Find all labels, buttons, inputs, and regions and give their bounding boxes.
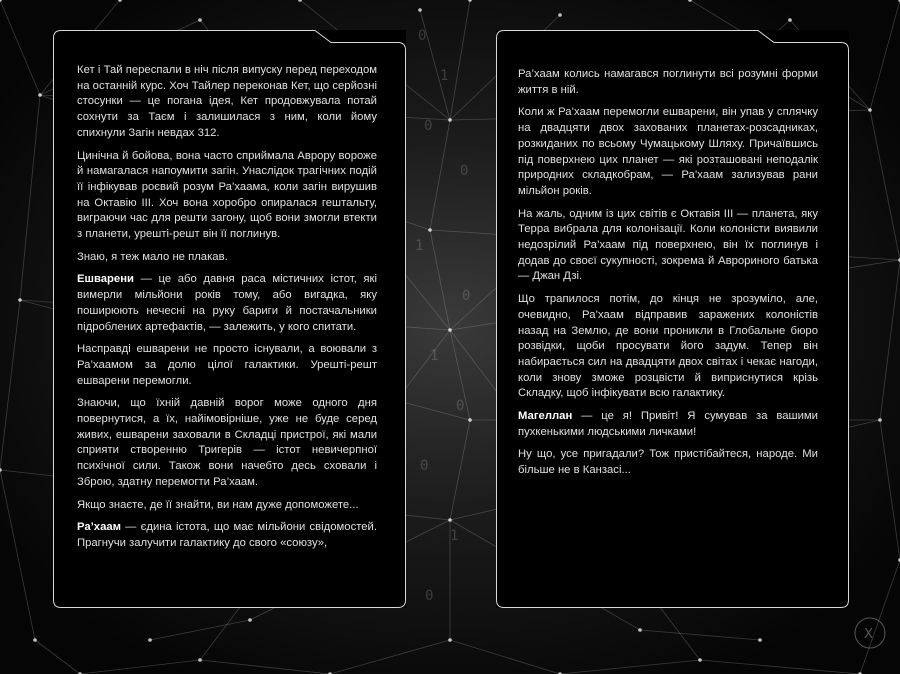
svg-text:X: X xyxy=(864,627,873,642)
binary-digit-decoration: 0 xyxy=(425,588,434,604)
binary-digit-decoration: 0 xyxy=(420,458,429,474)
network-node xyxy=(33,638,37,642)
binary-digit-decoration: 0 xyxy=(456,398,465,414)
network-node xyxy=(698,658,702,662)
paragraph: Знаю, я теж мало не плакав. xyxy=(77,250,228,263)
network-node xyxy=(878,418,882,422)
network-node xyxy=(638,628,642,632)
network-node xyxy=(248,618,252,622)
network-node xyxy=(38,93,42,97)
binary-digit-decoration: 1 xyxy=(450,528,459,544)
paragraph: Якщо знаєте, де її знайти, ви нам дуже допоможете... xyxy=(77,498,359,511)
network-node xyxy=(758,638,762,642)
left-info-panel xyxy=(53,30,406,608)
network-node xyxy=(18,298,22,302)
glossary-term: Ра’хаам xyxy=(77,521,122,534)
network-node xyxy=(448,638,452,642)
binary-digit-decoration: 1 xyxy=(440,68,449,84)
paragraph: На жаль, одним із цих світів є Октавія III — планета, яку Терра вибрала для колонізації. Коли колоністи виявили недозрілий Ра’хаам під поверхнею, він їх поглинув і додав до своєї сукупності, зокрема й Аврориного батька — Джан Дзі. xyxy=(518,207,818,283)
network-node xyxy=(418,8,422,12)
glossary-term: Магеллан xyxy=(518,410,573,423)
network-node xyxy=(148,638,152,642)
glossary-entry-eshvareny: Ешварени — це або давня раса містичних істот, які вимерли мільйони років тому, або вигадка, яку поширюють нечесні на руку бариги й постачальники підроблених артефактів, — залежить, у кого спитати. xyxy=(77,273,377,333)
paragraph: Коли ж Ра’хаам перемогли ешварени, він упав у сплячку на двадцяти двох захованих планетах-розсадниках, розкиданих по всьому Чумацькому Шляху. Причаївшись під поверхнею цих планет — які розташовані неподалік природних складкобрам, — Ра’хаам зализував рани мільйон років. xyxy=(518,106,818,197)
binary-digit-decoration: 0 xyxy=(418,28,427,44)
binary-digit-decoration: 0 xyxy=(460,163,469,179)
network-node xyxy=(448,518,452,522)
binary-digit-decoration: 1 xyxy=(415,238,424,254)
paragraph: Ну що, усе пригадали? Тож пристібайтеся, народе. Ми більше не в Канзасі... xyxy=(518,448,818,477)
paragraph: Що трапилося потім, до кінця не зрозуміло, але, очевидно, Ра’хаам відправив заражених колоністів назад на Землю, де вони проникли в Глобальне бюро розвідки, щоби просувати його задум. Тепер він набирається сил на двадцяти двох світах і чекає нагоди, коли знову зможе розцвісти й виприснутися крізь Складку, щоб інфікувати всю галактику. xyxy=(518,293,818,400)
network-node xyxy=(868,108,872,112)
paragraph: Насправді ешварени не просто існували, а воювали з Ра’хаамом за долю цілої галактики. Урешті-решт ешварени перемогли. xyxy=(77,343,377,387)
network-node xyxy=(428,228,432,232)
network-node xyxy=(448,328,452,332)
glossary-entry-rakhaam: Ра’хаам — єдина істота, що має мільйони свідомостей. Прагнучи залучити галактику до свого «союзу», xyxy=(77,521,377,549)
paragraph: Ра’хаам колись намагався поглинути всі розумні форми життя в ній. xyxy=(518,68,818,96)
paragraph: Знаючи, що їхній давній ворог може одного дня повернутися, а їх, найімовірніше, уже не буде серед живих, ешварени заховали в Складці пристрої, які мали сприяти створенню Тригерів — істот невичерпної психічної сили. Також вони начебто десь сховали і Зброю, здатну перемогти Ра’хаам. xyxy=(77,397,377,488)
binary-digit-decoration: 0 xyxy=(424,118,433,134)
binary-digit-decoration: 1 xyxy=(430,348,439,364)
paragraph: Кет і Тай переспали в ніч після випуску перед переходом на останній курс. Хоч Тайлер переконав Кет, що серйозні стосунки — це погана ідея, Кет продовжувала потай сохнути за Таєм і залишилася з ним, коли йому спихнули Загін невдах 312. xyxy=(77,64,377,139)
paragraph: Цинічна й бойова, вона часто сприймала Аврору вороже й намагалася напоумити загін. Унаслідок трагічних подій її інфікував роєвий розум Ра’хаама, коли загін вирушив на Октавію III. Хоч вона хоробро опиралася гештальту, виграючи час для решти загону, щоб вони змогли втекти з планети, урешті-решт він її поглинув. xyxy=(77,149,377,241)
network-node xyxy=(198,18,202,22)
right-panel-text xyxy=(518,67,818,486)
network-node xyxy=(558,13,562,17)
right-info-panel xyxy=(496,30,849,608)
glossary-entry-magellan: Магеллан — це я! Привіт! Я сумував за вашими пухкенькими людськими личками! xyxy=(518,410,818,438)
network-node xyxy=(788,18,792,22)
glossary-term: Ешварени xyxy=(77,273,134,286)
binary-digit-decoration: 0 xyxy=(462,288,471,304)
network-node xyxy=(468,418,472,422)
left-panel-text xyxy=(77,63,377,559)
network-node xyxy=(448,118,452,122)
network-node xyxy=(198,658,202,662)
